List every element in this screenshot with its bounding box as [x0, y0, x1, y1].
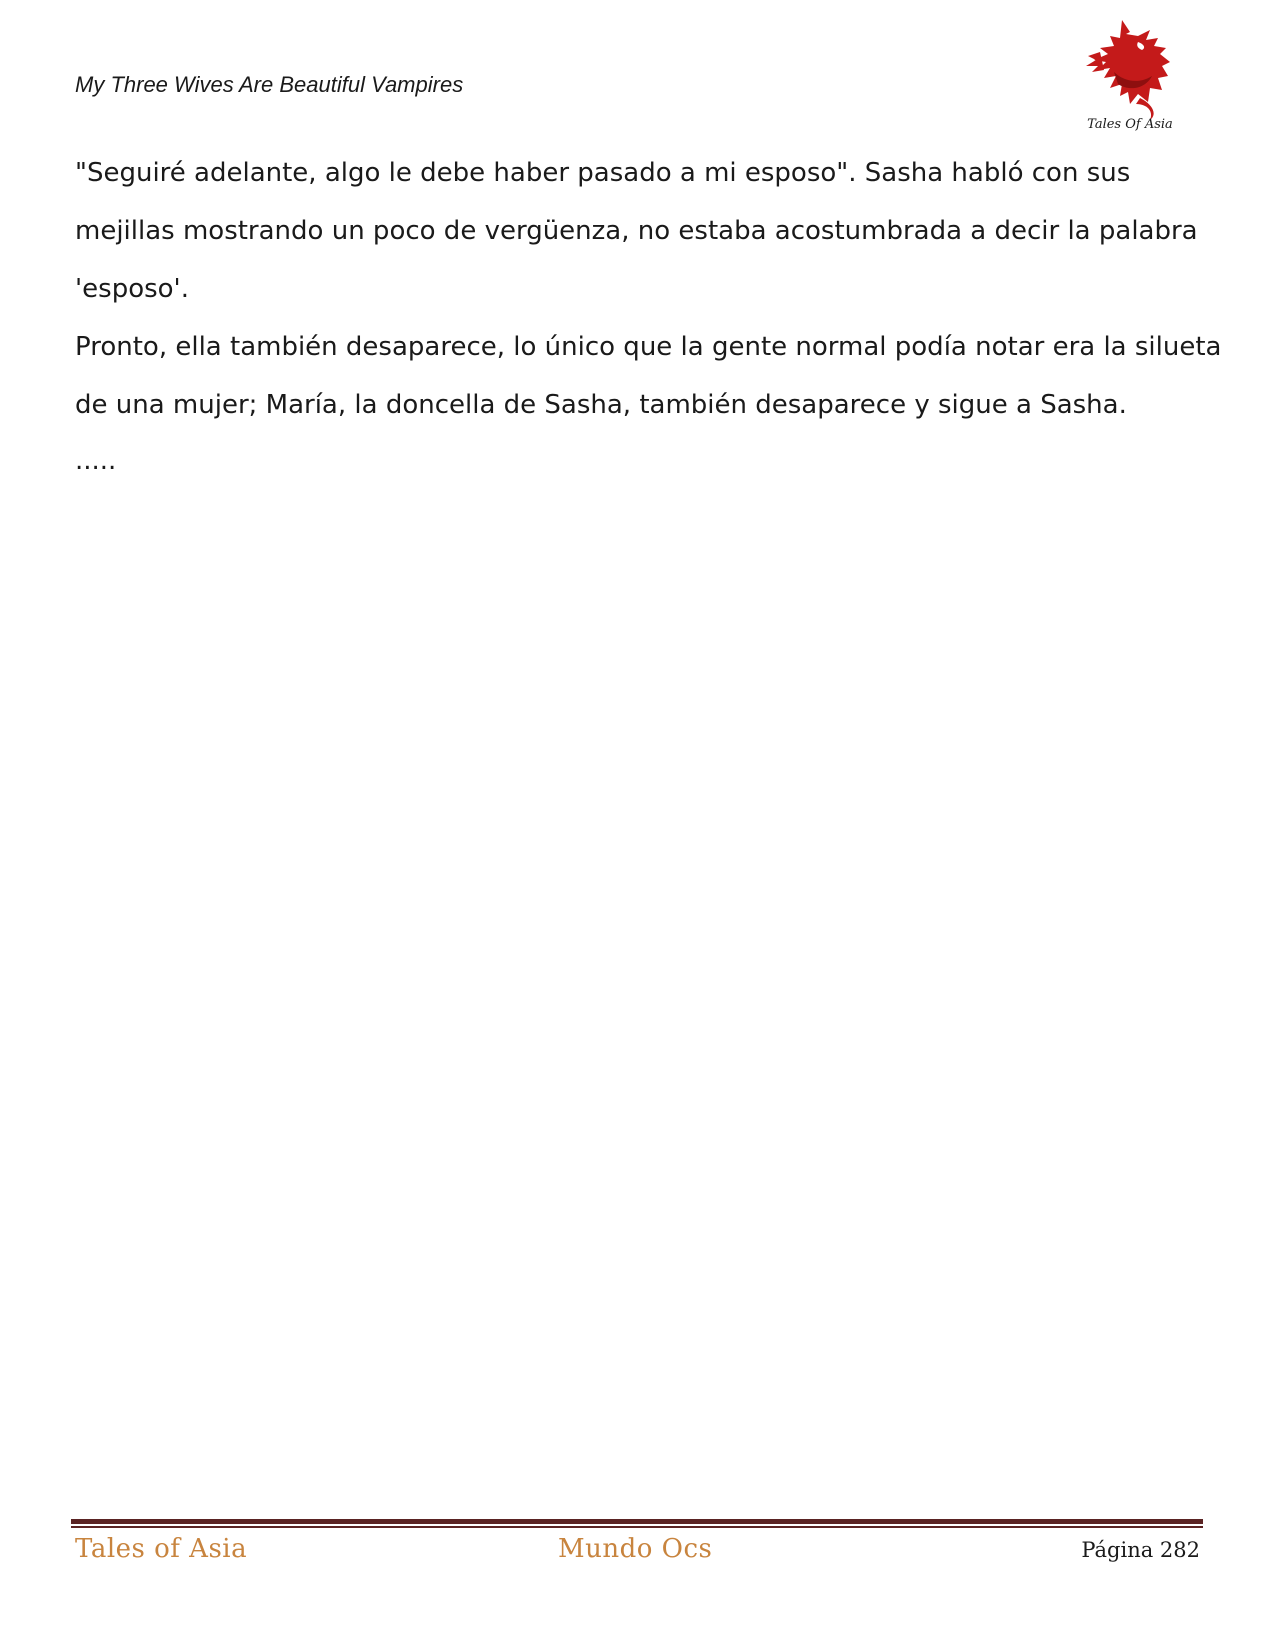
- red-dragon-logo-icon: [1080, 12, 1180, 137]
- chapter-body: [75, 144, 1222, 488]
- paragraph-line: Pronto, ella también desaparece, lo único que la gente normal podía notar era la silueta: [75, 332, 1222, 362]
- section-ellipsis: .....: [75, 446, 117, 476]
- paragraph-line: "Seguiré adelante, algo le debe haber pasado a mi esposo". Sasha habló con sus: [75, 158, 1131, 188]
- footer-divider: [71, 1519, 1203, 1528]
- book-title: My Three Wives Are Beautiful Vampires: [75, 72, 464, 97]
- paragraph-line: mejillas mostrando un poco de vergüenza, no estaba acostumbrada a decir la palabra: [75, 216, 1198, 246]
- page-number: Página 282: [1081, 1538, 1200, 1562]
- paragraph-line: 'esposo'.: [75, 274, 189, 304]
- footer-publisher: Tales of Asia: [75, 1534, 248, 1564]
- tales-of-asia-logo: [1080, 12, 1180, 137]
- footer-translator: Mundo Ocs: [558, 1534, 713, 1564]
- paragraph-line: de una mujer; María, la doncella de Sasha, también desaparece y sigue a Sasha.: [75, 390, 1127, 420]
- svg-text:Tales Of Asia: Tales Of Asia: [1087, 117, 1173, 132]
